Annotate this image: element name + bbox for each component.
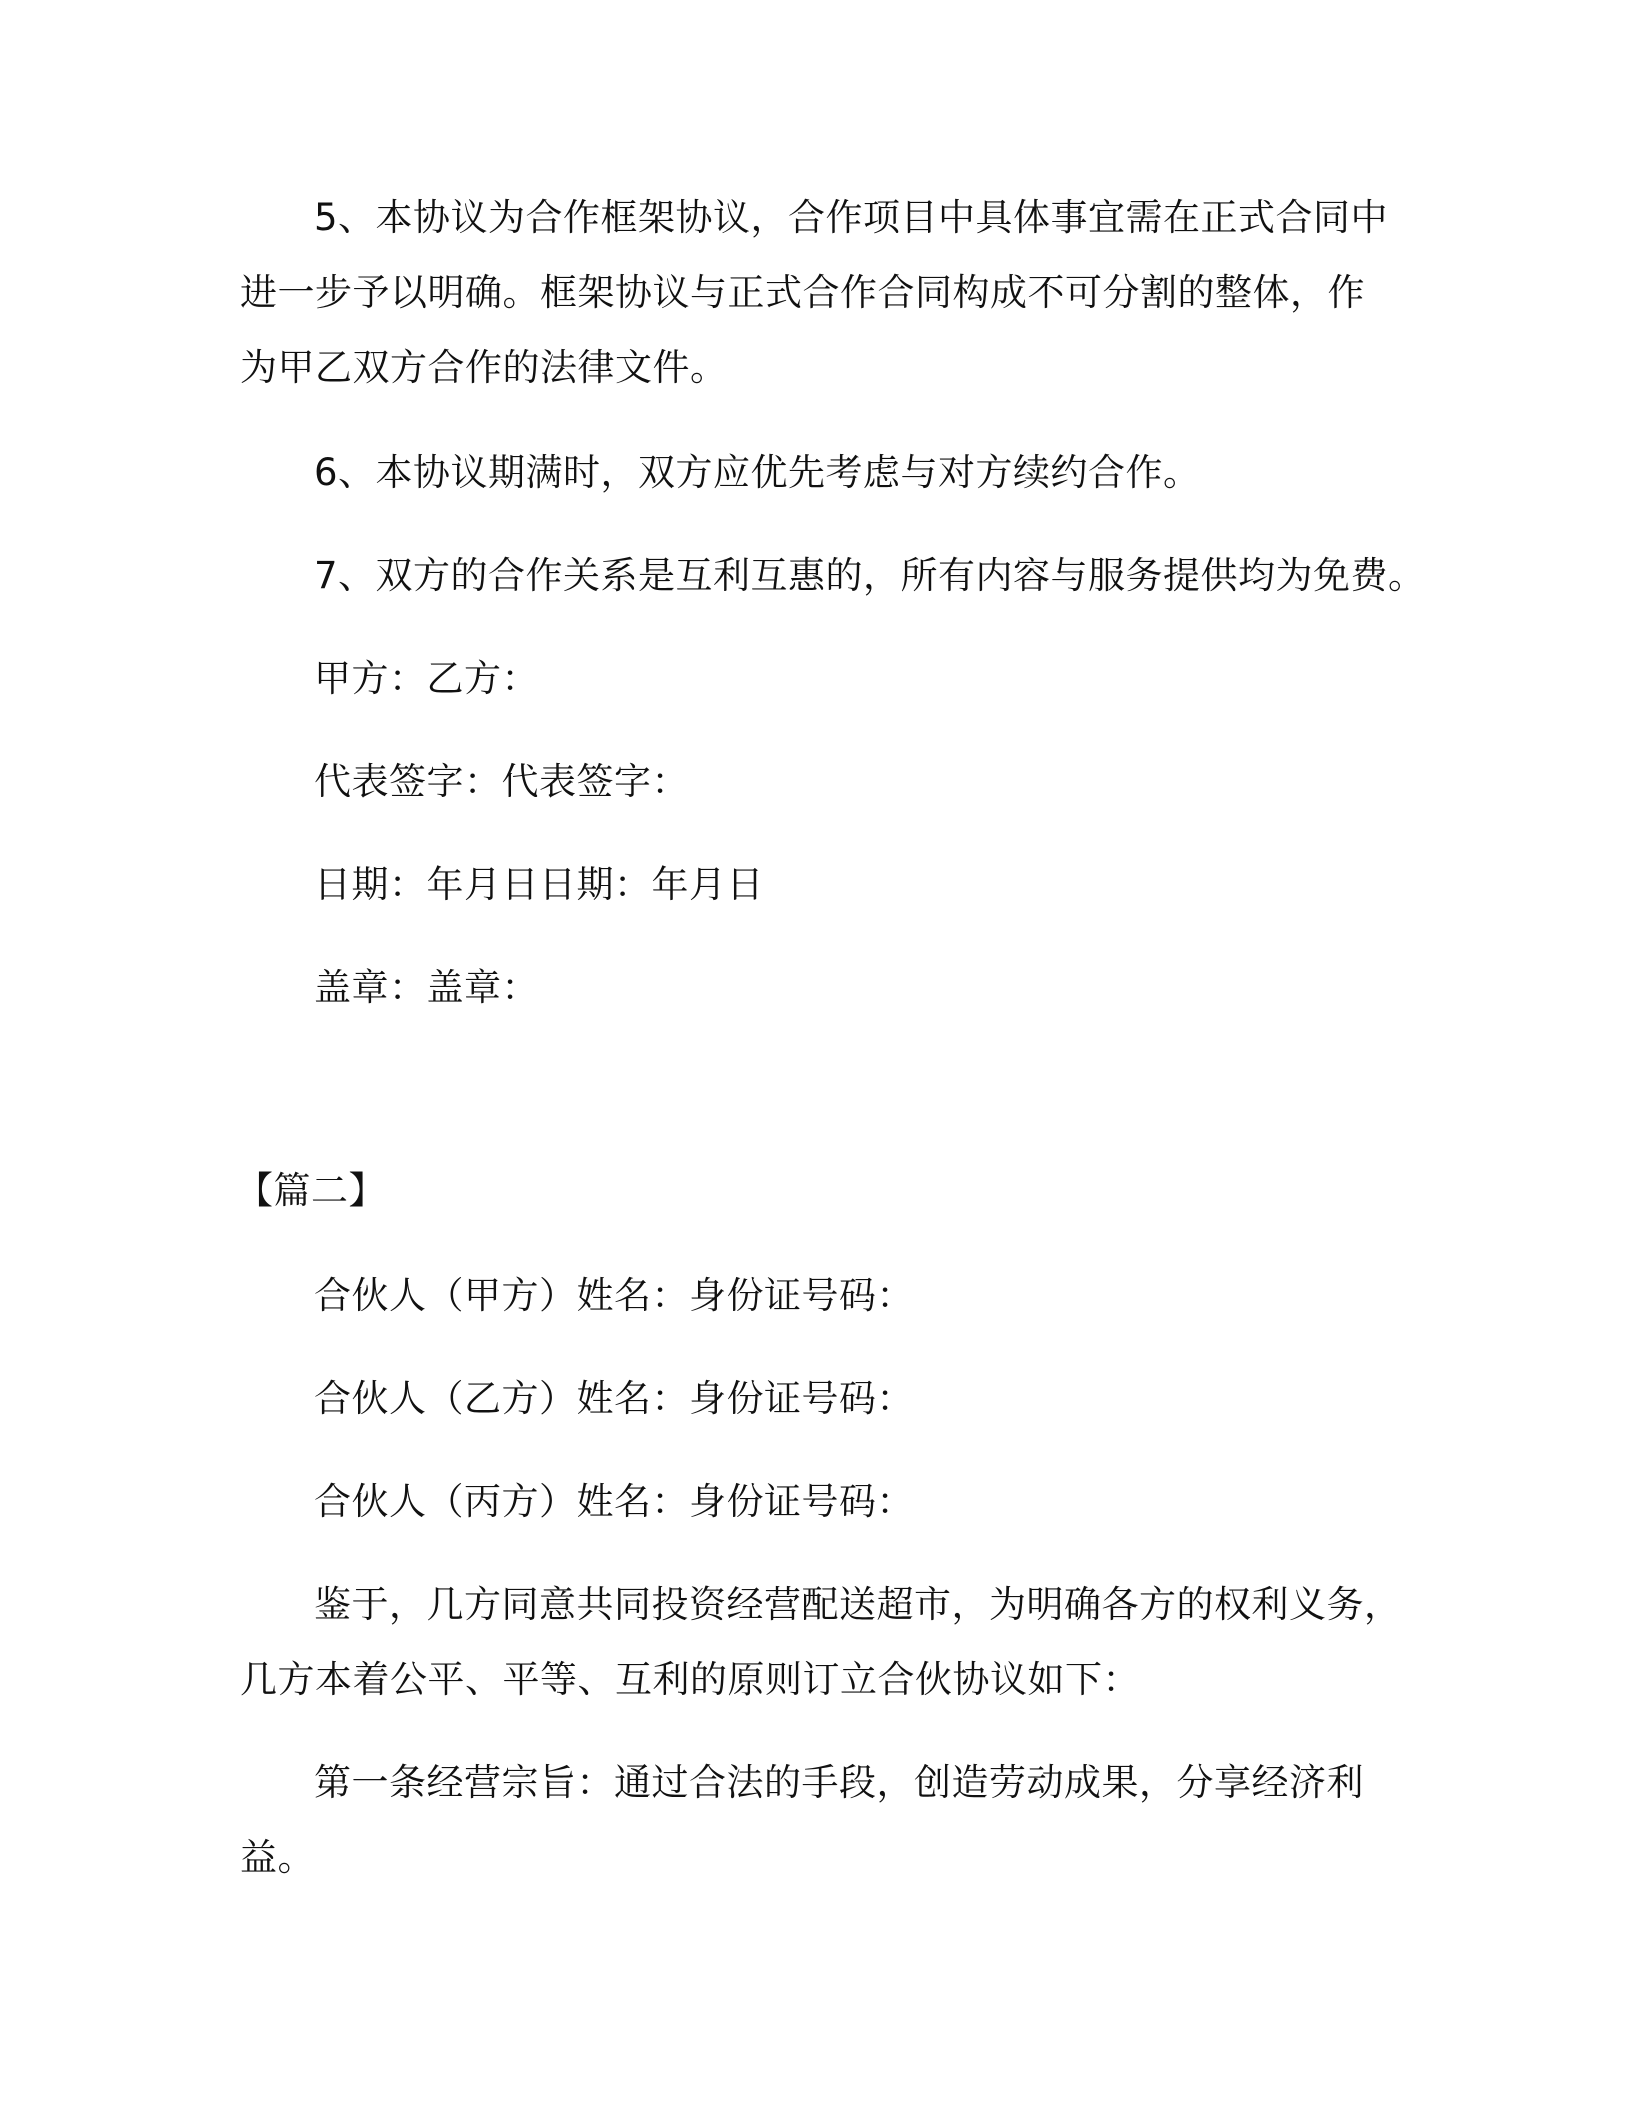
signature-seal: 盖章：盖章： — [314, 966, 539, 1009]
signature-representative: 代表签字：代表签字： — [314, 760, 689, 803]
clause-6: 6、本协议期满时，双方应优先考虑与对方续约合作。 — [314, 451, 1201, 494]
clause-5-line-3: 为甲乙双方合作的法律文件。 — [240, 346, 728, 389]
signature-parties: 甲方：乙方： — [314, 657, 539, 700]
partner-a-info: 合伙人（甲方）姓名：身份证号码： — [314, 1274, 914, 1317]
signature-date: 日期：年月日日期：年月日 — [314, 863, 764, 906]
clause-5-line-1: 5、本协议为合作框架协议，合作项目中具体事宜需在正式合同中 — [314, 196, 1389, 239]
preamble-line-2: 几方本着公平、平等、互利的原则订立合伙协议如下： — [240, 1658, 1140, 1701]
clause-5-line-2: 进一步予以明确。框架协议与正式合作合同构成不可分割的整体，作 — [240, 271, 1365, 314]
clause-7: 7、双方的合作关系是互利互惠的，所有内容与服务提供均为免费。 — [314, 554, 1426, 597]
article-1-line-2: 益。 — [240, 1836, 315, 1879]
article-1-line-1: 第一条经营宗旨：通过合法的手段，创造劳动成果，分享经济利 — [314, 1761, 1364, 1804]
preamble-line-1: 鉴于，几方同意共同投资经营配送超市，为明确各方的权利义务， — [314, 1583, 1402, 1626]
partner-b-info: 合伙人（乙方）姓名：身份证号码： — [314, 1377, 914, 1420]
partner-c-info: 合伙人（丙方）姓名：身份证号码： — [314, 1480, 914, 1523]
section-2-title: 【篇二】 — [236, 1169, 386, 1212]
